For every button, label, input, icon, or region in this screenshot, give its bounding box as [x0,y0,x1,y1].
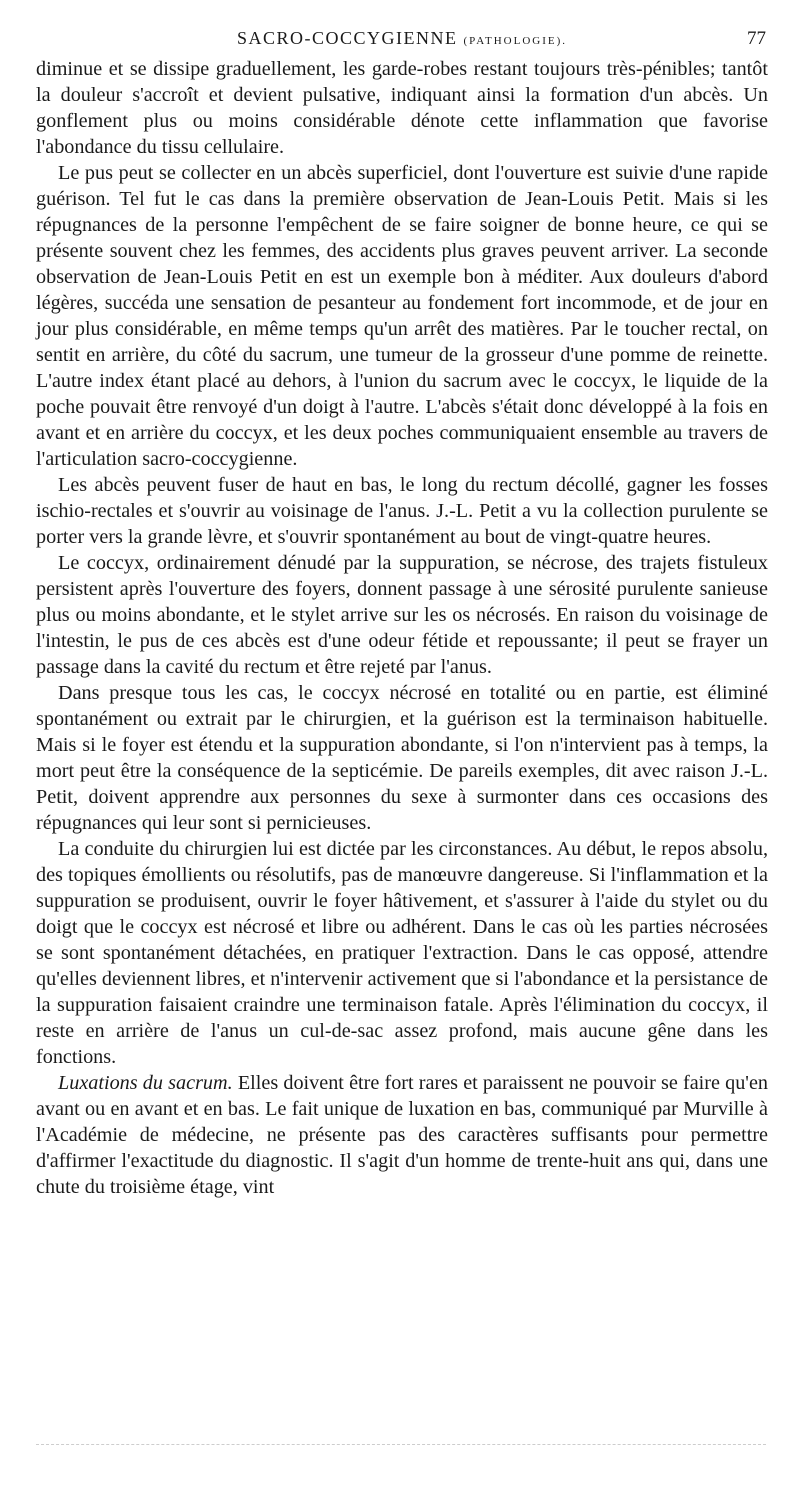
section-text: Elles doivent être fort rares et paraissent ne pouvoir se faire qu'en avant ou en avant et en bas. Le fait unique de luxation en bas, communiqué par Murville à l'Académie de médecine, ne présente pas des caractères suffisants pour permettre d'affirmer l'exactitude du diagnostic. Il s'agit d'un homme de trente-huit ans qui, dans une chute du troisième étage, vint [36,1072,769,1198]
running-title-main: SACRO-COCCYGIENNE [236,28,458,48]
page-number: 77 [747,28,766,49]
bottom-print-artifact [36,1444,766,1447]
running-head [36,28,768,56]
section-lead-italic: Luxations du sacrum. [58,1072,233,1094]
running-title [36,28,768,49]
book-page [36,28,768,1200]
paragraph: Le pus peut se collecter en un abcès superficiel, dont l'ouverture est suivie d'une rapide guérison. Tel fut le cas dans la première observation de Jean-Louis Petit. Mais si les répugnances de la personne l'empêchent de se faire soigner de bonne heure, ce qui se présente souvent chez les femmes, des accidents plus graves peuvent arriver. La seconde observation de Jean-Louis Petit en est un exemple bon à méditer. Aux douleurs d'abord légères, succéda une sensation de pesanteur au fondement fort incommode, et de jour en jour plus considérable, en même temps qu'un arrêt des matières. Par le toucher rectal, on sentit en arrière, du côté du sacrum, une tumeur de la grosseur d'une pomme de reinette. L'autre index étant placé au dehors, à l'union du sacrum avec le coccyx, le liquide de la poche pouvait être renvoyé d'un doigt à l'autre. L'abcès s'était donc développé à la fois en avant et en arrière du coccyx, et les deux poches communiquaient ensemble au travers de l'articulation sacro-coccygienne. [36,162,768,470]
paragraph-luxations [36,1070,768,1200]
paragraph: La conduite du chirurgien lui est dictée par les circonstances. Au début, le repos absolu, des topiques émollients ou résolutifs, pas de manœuvre dangereuse. Si l'inflammation et la suppuration se produisent, ouvrir le foyer hâtivement, et s'assurer à l'aide du stylet ou du doigt que le coccyx est nécrosé et libre ou adhérent. Dans le cas où les parties nécrosées se sont spontanément détachées, en pratiquer l'extraction. Dans le cas opposé, attendre qu'elles deviennent libres, et n'intervenir activement que si l'abondance et la persistance de la suppuration faisaient craindre une terminaison fatale. Après l'élimination du coccyx, il reste en arrière de l'anus un cul-de-sac assez profond, mais aucune gêne dans les fonctions. [36,838,768,1068]
paragraph: Dans presque tous les cas, le coccyx nécrosé en totalité ou en partie, est éliminé spontanément ou extrait par le chirurgien, et la guérison est la terminaison habituelle. Mais si le foyer est étendu et la suppuration abondante, si l'on n'intervient pas à temps, la mort peut être la conséquence de la septicémie. De pareils exemples, dit avec raison J.-L. Petit, doivent apprendre aux personnes du sexe à surmonter dans ces occasions des répugnances qui leur sont si pernicieuses. [36,682,768,834]
paragraph: Le coccyx, ordinairement dénudé par la suppuration, se nécrose, des trajets fistuleux persistent après l'ouverture des foyers, donnent passage à une sérosité purulente sanieuse plus ou moins abondante, et le stylet arrive sur les os nécrosés. En raison du voisinage de l'intestin, le pus de ces abcès est d'une odeur fétide et repoussante; il peut se frayer un passage dans la cavité du rectum et être rejeté par l'anus. [36,552,768,678]
paragraph-continued: diminue et se dissipe graduellement, les garde-robes restant toujours très-pénibles; tantôt la douleur s'accroît et devient pulsative, indiquant ainsi la formation d'un abcès. Un gonflement plus ou moins considérable dénote cette inflammation que favorise l'abondance du tissu cellulaire. [36,58,768,158]
body-text [36,56,768,1200]
running-title-sub: (PATHOLOGIE). [463,35,568,47]
paragraph: Les abcès peuvent fuser de haut en bas, le long du rectum décollé, gagner les fosses ischio-rectales et s'ouvrir au voisinage de l'anus. J.-L. Petit a vu la collection purulente se porter vers la grande lèvre, et s'ouvrir spontanément au bout de vingt-quatre heures. [36,474,768,548]
